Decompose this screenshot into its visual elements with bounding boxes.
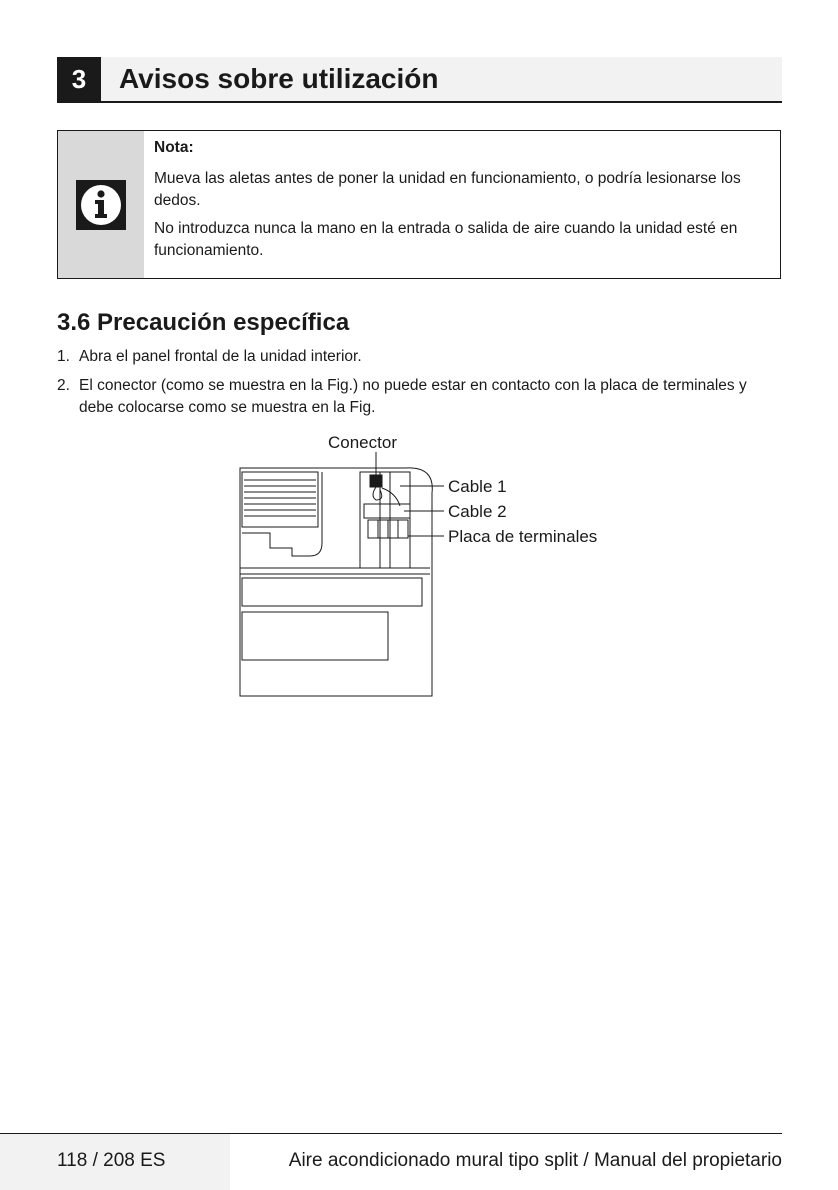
document-title: Aire acondicionado mural tipo split / Manual del propietario (288, 1150, 782, 1171)
step-text: Abra el panel frontal de la unidad interior. (79, 348, 362, 365)
list-item (57, 375, 767, 419)
note-paragraph: No introduzca nunca la mano en la entrada o salida de aire cuando la unidad esté en funcionamiento. (154, 220, 738, 259)
chapter-header (57, 57, 782, 103)
step-number: 1. (57, 348, 70, 365)
label-terminal-board: Placa de terminales (448, 527, 598, 546)
section-title: 3.6 Precaución específica (57, 309, 350, 336)
label-connector: Conector (328, 433, 397, 452)
info-icon (76, 180, 126, 230)
note-icon-panel (58, 131, 144, 278)
list-item (57, 346, 767, 368)
chapter-number: 3 (57, 57, 101, 101)
label-cable-2: Cable 2 (448, 502, 507, 521)
note-paragraph: Mueva las aletas antes de poner la unidad en funcionamiento, o podría lesionarse los dedos. (154, 170, 741, 209)
note-box (57, 130, 781, 279)
note-title: Nota: (154, 139, 194, 156)
page-number: 118 / 208 ES (57, 1150, 166, 1171)
step-number: 2. (57, 377, 70, 394)
connector-figure (230, 428, 610, 703)
chapter-title: Avisos sobre utilización (119, 63, 439, 94)
label-cable-1: Cable 1 (448, 477, 507, 496)
step-text: El conector (como se muestra en la Fig.) no puede estar en contacto con la placa de terminales y debe colocarse como se muestra en la Fig. (79, 377, 747, 416)
steps-list (57, 346, 767, 426)
note-body (154, 137, 766, 268)
